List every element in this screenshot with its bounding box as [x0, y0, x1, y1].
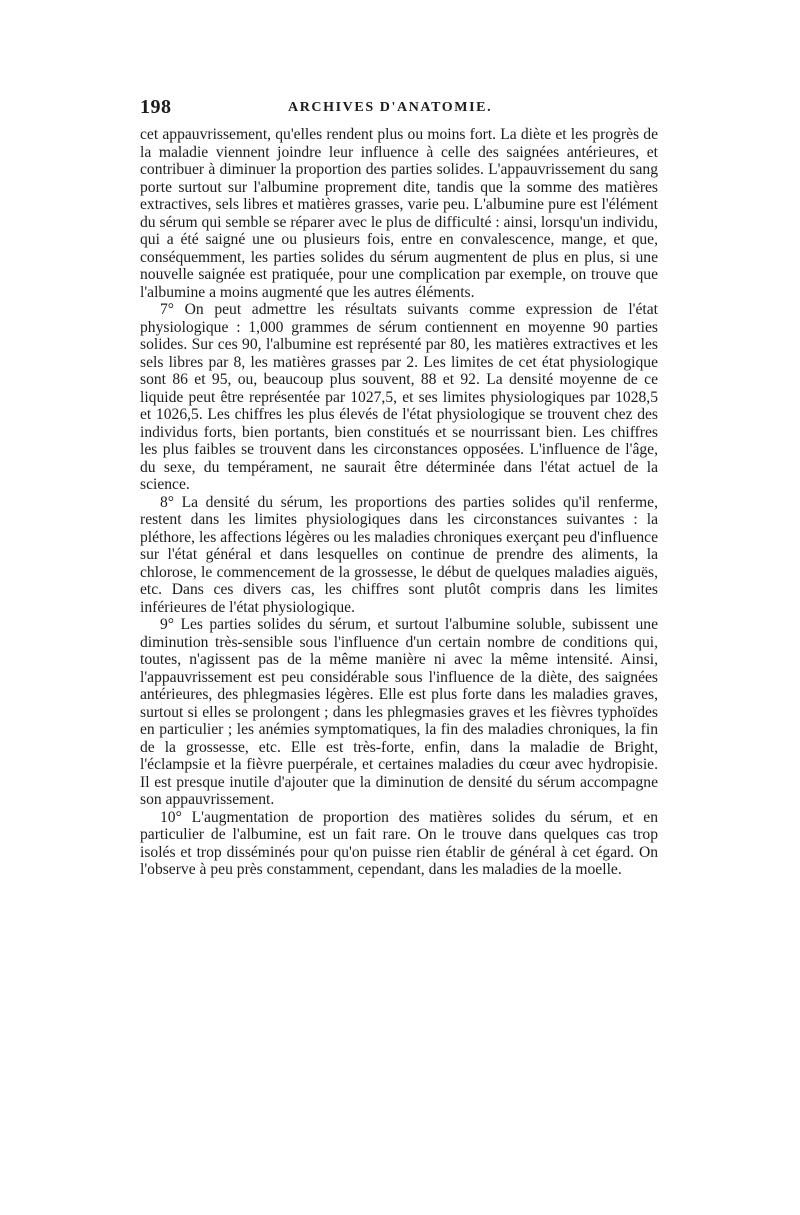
running-head — [140, 96, 658, 122]
paragraph-point-7: 7° On peut admettre les résultats suivants comme expression de l'état physiologique : 1,000 grammes de sérum contiennent en moyenne 90 parties solides. Sur ces 90, l'albumine est représenté par 80, les matières extractives et les sels libres par 8, les matières grasses par 2. Les limites de cet état physiologique sont 86 et 95, ou, beaucoup plus souvent, 88 et 92. La densité moyenne de ce liquide peut être représentée par 1027,5, et ses limites physiologiques par 1028,5 et 1026,5. Les chiffres les plus élevés de l'état physiologique se trouvent chez des individus forts, bien portants, bien constitués et se nourrissant bien. Les chiffres les plus faibles se trouvent dans les circonstances opposées. L'influence de l'âge, du sexe, du tempérament, ne saurait être déterminée dans l'état actuel de la science. — [140, 301, 658, 493]
journal-title: ARCHIVES D'ANATOMIE. — [288, 100, 493, 115]
paragraph-continued: cet appauvrissement, qu'elles rendent plus ou moins fort. La diète et les progrès de la maladie viennent joindre leur influence à celle des saignées antérieures, et contribuer à diminuer la proportion des parties solides. L'appauvrissement du sang porte surtout sur l'albumine proprement dite, tandis que la somme des matières extractives, sels libres et matières grasses, varie peu. L'albumine pure est l'élément du sérum qui semble se réparer avec le plus de difficulté : ainsi, lorsqu'un individu, qui a été saigné une ou plusieurs fois, entre en convalescence, mange, et que, conséquemment, les parties solides du sérum augmentent de plus en plus, si une nouvelle saignée est pratiquée, pour une complication par exemple, on trouve que l'albumine a moins augmenté que les autres éléments. — [140, 126, 658, 301]
body-text — [140, 126, 658, 879]
page-number: 198 — [140, 96, 172, 118]
paragraph-point-8: 8° La densité du sérum, les proportions des parties solides qu'il renferme, restent dans les limites physiologiques dans les circonstances suivantes : la pléthore, les affections légères ou les maladies chroniques exerçant peu d'influence sur l'état général et dans lesquelles on continue de prendre des aliments, la chlorose, le commencement de la grossesse, le début de quelques maladies aiguës, etc. Dans ces divers cas, les chiffres sont plutôt compris dans les limites inférieures de l'état physiologique. — [140, 493, 658, 616]
paragraph-point-9: 9° Les parties solides du sérum, et surtout l'albumine soluble, subissent une diminution très-sensible sous l'influence d'un certain nombre de conditions qui, toutes, n'agissent pas de la même manière ni avec la même intensité. Ainsi, l'appauvrissement est peu considérable sous l'influence de la diète, des saignées antérieures, des phlegmasies légères. Elle est plus forte dans les maladies graves, surtout si elles se prolongent ; dans les phlegmasies graves et les fièvres typhoïdes en particulier ; les anémies symptomatiques, la fin des maladies chroniques, la fin de la grossesse, etc. Elle est très-forte, enfin, dans la maladie de Bright, l'éclampsie et la fièvre puerpérale, et certaines maladies du cœur avec hydropisie. Il est presque inutile d'ajouter que la diminution de densité du sérum accompagne son appauvrissement. — [140, 616, 658, 808]
book-page — [140, 96, 658, 879]
paragraph-point-10: 10° L'augmentation de proportion des matières solides du sérum, et en particulier de l'albumine, est un fait rare. On le trouve dans quelques cas trop isolés et trop disséminés pour qu'on puisse rien établir de général à cet égard. On l'observe à peu près constamment, cependant, dans les maladies de la moelle. — [140, 808, 658, 878]
